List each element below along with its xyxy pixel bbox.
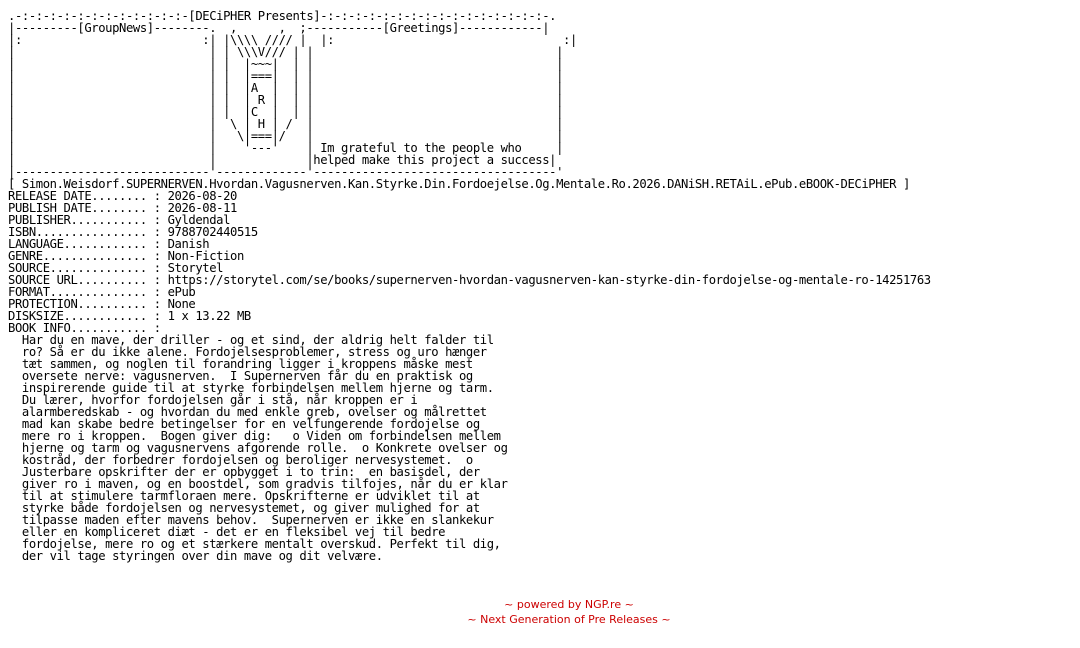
box-row: | | \|===|/ | | bbox=[8, 129, 563, 143]
field-label: LANGUAGE............ : bbox=[8, 237, 168, 251]
greetings-line: | | |helped make this project a success| bbox=[8, 153, 557, 167]
footer-tagline: ~ Next Generation of Pre Releases ~ bbox=[467, 613, 671, 626]
book-info-line: Har du en mave, der driller - og et sind, der aldrig helt falder til bbox=[8, 333, 494, 347]
protection-value: None bbox=[167, 297, 196, 311]
book-info-line: tilpasse maden efter mavens behov. Supernerven er ikke en slankekur bbox=[8, 513, 494, 527]
footer bbox=[0, 597, 1080, 627]
book-info-line: inspirerende guide til at styrke forbindelsen mellem hjerne og tarm. bbox=[8, 381, 494, 395]
field-label: BOOK INFO........... : bbox=[8, 321, 168, 335]
field-label: SOURCE URL.......... : bbox=[8, 273, 168, 287]
book-info-line: Du lærer, hvorfor fordojelsen går i stå, når kroppen er i bbox=[8, 393, 418, 407]
book-info-line: hjerne og tarm og vagusnervens afgorende rolle. o Konkrete ovelser og bbox=[8, 441, 508, 455]
box-row: | | | | R | | | | bbox=[8, 93, 563, 107]
box-row: | | \ | H | / | | bbox=[8, 117, 563, 131]
book-info-line: eller en kompliceret diæt - det er en fleksibel vej til bedre bbox=[8, 525, 446, 539]
publisher-value: Gyldendal bbox=[167, 213, 230, 227]
release-date-value: 2026-08-20 bbox=[167, 189, 237, 203]
field-label: PUBLISHER........... : bbox=[8, 213, 168, 227]
box-row: | | | |C | | | | bbox=[8, 105, 563, 119]
disksize-value: 1 x 13.22 MB bbox=[167, 309, 251, 323]
language-value: Danish bbox=[167, 237, 210, 251]
field-label: PUBLISH DATE........ : bbox=[8, 201, 168, 215]
box-row: |: :| |\\\\ //// | |: :| bbox=[8, 33, 577, 47]
nfo-text bbox=[8, 10, 931, 562]
box-row: | | | \\\V/// | | | bbox=[8, 45, 563, 59]
field-label: GENRE............... : bbox=[8, 249, 168, 263]
box-row: | | | |~~~| | | | bbox=[8, 57, 563, 71]
box-row: | | | |===| | | | bbox=[8, 69, 563, 83]
book-info-line: fordojelse, mere ro og et stærkere mentalt overskud. Perfekt til dig, bbox=[8, 537, 501, 551]
greetings-line: | | '---' | Im grateful to the people who | bbox=[8, 141, 563, 155]
field-label: SOURCE.............. : bbox=[8, 261, 168, 275]
book-info-line: kostråd, der forbedrer fordojelsen og beroliger nervesystemet. o bbox=[8, 453, 473, 467]
book-info-line: styrke både fordojelsen og nervesystemet, og giver mulighed for at bbox=[8, 501, 480, 515]
book-info-line: alarmberedskab - og hvordan du med enkle greb, ovelser og målrettet bbox=[8, 405, 487, 419]
publish-date-value: 2026-08-11 bbox=[167, 201, 237, 215]
book-info-line: Justerbare opskrifter der er opbygget i to trin: en basisdel, der bbox=[8, 465, 480, 479]
field-label: ISBN................ : bbox=[8, 225, 168, 239]
field-label: FORMAT.............. : bbox=[8, 285, 168, 299]
field-label: PROTECTION.......... : bbox=[8, 297, 168, 311]
box-bottom: |----------------------------'-------------'-----------------------------------' bbox=[8, 165, 563, 179]
book-info-line: der vil tage styringen over din mave og dit velvære. bbox=[8, 549, 383, 563]
nfo-banner: .-:-:-:-:-:-:-:-:-:-:-:-:-[DECiPHER Presents]-:-:-:-:-:-:-:-:-:-:-:-:-:-:-:-:-. bbox=[8, 9, 557, 23]
source-value: Storytel bbox=[167, 261, 224, 275]
book-info-line: giver ro i maven, og en boostdel, som gradvis tilfojes, når du er klar bbox=[8, 477, 508, 491]
field-label: DISKSIZE............ : bbox=[8, 309, 168, 323]
book-info-line: til at stimulere tarmfloraen mere. Opskrifterne er udviklet til at bbox=[8, 489, 480, 503]
isbn-value: 9788702440515 bbox=[167, 225, 258, 239]
field-label: RELEASE DATE........ : bbox=[8, 189, 168, 203]
groupnews-box-top: |---------[GroupNews]--------. , , ;-----------[Greetings]------------| bbox=[8, 21, 550, 35]
book-info-line: oversete nerve: vagusnerven. I Supernerven får du en praktisk og bbox=[8, 369, 473, 383]
release-name: [ Simon.Weisdorf.SUPERNERVEN.Hvordan.Vagusnerven.Kan.Styrke.Din.Fordoejelse.Og.Mentale.Ro.2026.DANiSH.RETAiL.ePub.eBOOK-DECiPHER ] bbox=[8, 177, 910, 191]
powered-by-text: ~ powered by NGP.re ~ bbox=[504, 598, 634, 611]
genre-value: Non-Fiction bbox=[167, 249, 244, 263]
box-row: | | | |A | | | | bbox=[8, 81, 563, 95]
book-info-line: mere ro i kroppen. Bogen giver dig: o Viden om forbindelsen mellem bbox=[8, 429, 501, 443]
book-info-line: tæt sammen, og noglen til forandring ligger i kroppens måske mest bbox=[8, 357, 473, 371]
book-info-line: ro? Så er du ikke alene. Fordojelsesproblemer, stress og uro hænger bbox=[8, 345, 487, 359]
source-url-value: https://storytel.com/se/books/supernerven-hvordan-vagusnerven-kan-styrke-din-fordojelse-og-mentale-ro-14251763 bbox=[167, 273, 931, 287]
format-value: ePub bbox=[167, 285, 196, 299]
book-info-line: mad kan skabe bedre betingelser for en velfungerende fordojelse og bbox=[8, 417, 480, 431]
